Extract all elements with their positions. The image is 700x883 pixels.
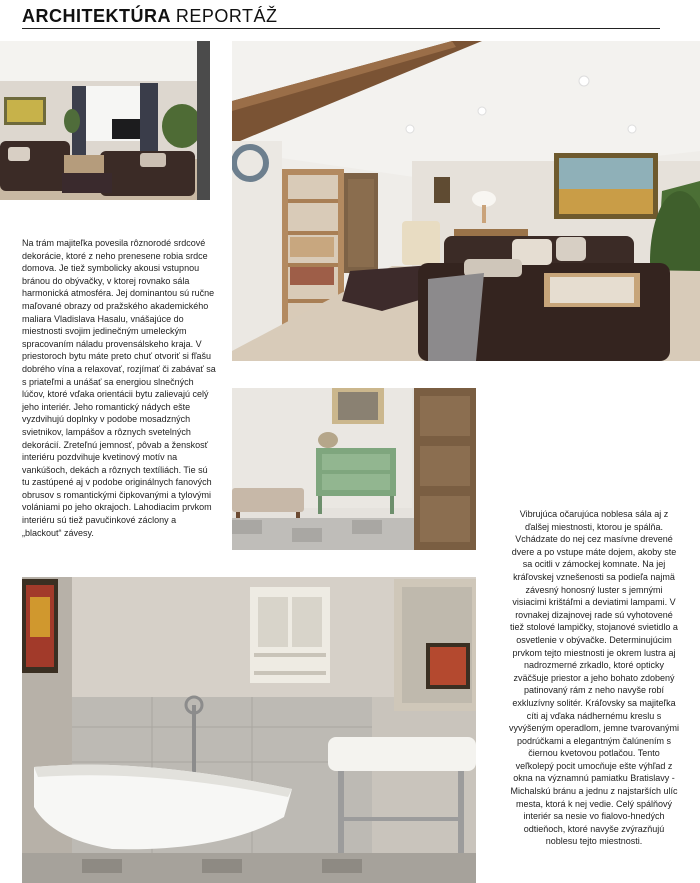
photo-living-room-overview [0, 41, 210, 200]
header-rule [22, 28, 660, 29]
photo-hallway-dresser [232, 388, 476, 550]
article-text-right: Vibrujúca očarujúca noblesa sála aj z ďalšej miestnosti, ktorou je spálňa. Vchádzate do nej cez masívne drevené dvere a po vstupe máte dojem, akoby ste sa ocitli v zámockej komnate. Na jej kráľovskej vznešenosti sa podieľa najmä závesný honosný luster s jemnými visiacimi krištáľmi a deviatimi lampami. V rovnakej dizajnovej rade sú vyhotovené tiež stolové lampičky, stojanové svietidlo a osvetlenie v obývačke. Determinujúcim prvkom tejto miestnosti je okrem lustra aj nadrozmerné zrkadlo, ktoré opticky zväčšuje priestor a jeho bohato zdobený patinovaný rám z neho navyše robí exkluzívny solitér. Kráľovsky sa majiteľka cíti aj vďaka nádhernému kreslu s vyvýšeným operadlom, jemne tvarovanými podrúčkami a elegantným čalúnením s čiernou kvetovou potlačou. Tento veľkolepý pocit umocňuje ešte výhľad z okna na významnú pamiatku Bratislavy - Michalskú bránu a jednu z najstarších ulíc mesta, ktorá k nej vedie. Celý spálňový interiér sa nesie vo fialovo-hnedých odtieňoch, ktoré navyše zvýrazňujú noblesu tejto miestnosti. [508, 509, 680, 847]
photo-bathroom [22, 577, 476, 883]
section-title: ARCHITEKTÚRA [22, 6, 171, 26]
article-text-left: Na trám majiteľka povesila rôznorodé srdcové dekorácie, ktoré z neho prenesene robia srdce domova. Je tiež symbolicky akousi vstupnou bránou do obývačky, v ktorej rovnako sála harmonická atmosféra. Jej dominantou sú ručne maľované obrazy od pražského akademického maliara Vladislava Hasalu, vnášajúce do miestnosti svojim jedinečným umeleckým spracovaním náladu provensálskeho kraja. V priestoroch bytu máte preto chuť otvoriť si fľašu dobrého vína a relaxovať, rozjímať či zabávať sa s priateľmi a unášať sa energiou slnečných lúčov, ktoré vďaka orientácii bytu zalievajú celý jeho interiér. Jeho romantický nádych ešte vyzdvihujú doplnky v podobe mosadzných svietnikov, lampášov a rôznych svetelných dekorácií. Zreteľnú jemnosť, pôvab a ženskosť interiéru pozdvihuje kvetinový motív na vankúšoch, dekách a rôznych textíliách. Tie sú tu zastúpené aj v podobe originálnych fanových obrusov s romantickými čipkovanými a tylovými volániami po jeho okrajoch. Lahodiacim prvkom interiéru sú tiež pavučinkové záclony a „blackout“ závesy. [22, 238, 216, 538]
photo-living-room-beam [232, 41, 700, 361]
section-header [22, 6, 278, 30]
section-subtitle: REPORTÁŽ [175, 6, 278, 26]
